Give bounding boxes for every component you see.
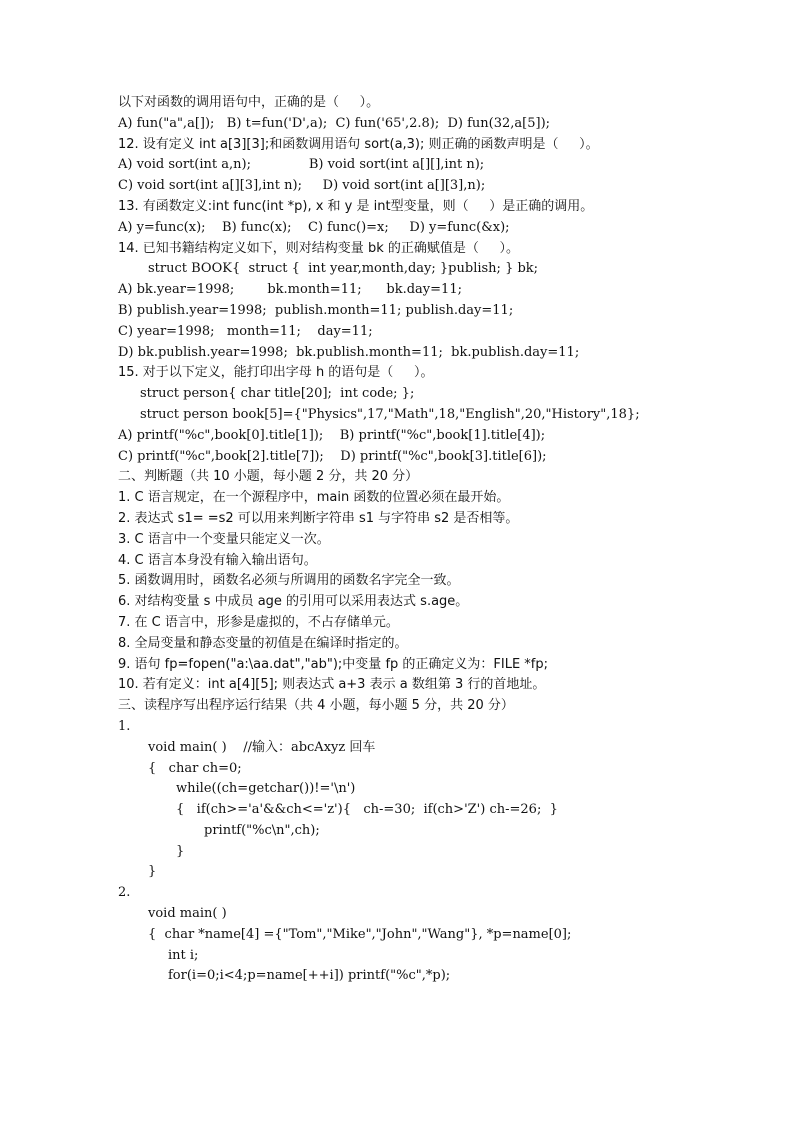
text-line: 1.	[118, 718, 131, 734]
text-line: 三、读程序写出程序运行结果（共 4 小题，每小题 5 分，共 20 分）	[118, 698, 514, 714]
text-line: struct BOOK{ struct { int year,month,day; }publish; } bk;	[148, 261, 539, 277]
text-line: void main( ) //输入：abcAxyz 回车	[148, 739, 376, 755]
text-line: 7. 在 C 语言中，形参是虚拟的，不占存储单元。	[118, 614, 399, 630]
text-line: for(i=0;i<4;p=name[++i]) printf("%c",*p);	[168, 968, 451, 984]
text-line: C) printf("%c",book[2].title[7]); D) printf("%c",book[3].title[6]);	[118, 448, 547, 464]
text-line: }	[148, 864, 157, 880]
text-line: 15. 对于以下定义，能打印出字母 h 的语句是（ ）。	[118, 365, 434, 381]
text-line: B) publish.year=1998; publish.month=11; publish.day=11;	[118, 302, 514, 318]
text-line: { if(ch>='a'&&ch<='z'){ ch-=30; if(ch>'Z') ch-=26; }	[176, 802, 558, 818]
text-line: 5. 函数调用时，函数名必须与所调用的函数名字完全一致。	[118, 573, 460, 589]
text-line: 8. 全局变量和静态变量的初值是在编译时指定的。	[118, 635, 408, 651]
text-line: 12. 设有定义 int a[3][3];和函数调用语句 sort(a,3); 则正确的函数声明是（ ）。	[118, 136, 599, 152]
text-line: 2.	[118, 885, 131, 901]
text-line: 4. C 语言本身没有输入输出语句。	[118, 552, 317, 568]
text-line: { char *name[4] ={"Tom","Mike","John","Wang"}, *p=name[0];	[148, 926, 572, 942]
text-line: 3. C 语言中一个变量只能定义一次。	[118, 531, 330, 547]
text-line: C) void sort(int a[][3],int n); D) void sort(int a[][3],n);	[118, 178, 486, 194]
text-line: 2. 表达式 s1= =s2 可以用来判断字符串 s1 与字符串 s2 是否相等。	[118, 510, 519, 526]
text-line: struct person{ char title[20]; int code; };	[140, 386, 415, 402]
text-line: A) printf("%c",book[0].title[1]); B) printf("%c",book[1].title[4]);	[118, 427, 546, 443]
text-line: struct person book[5]={"Physics",17,"Math",18,"English",20,"History",18};	[140, 406, 640, 422]
text-line: 13. 有函数定义:int func(int *p), x 和 y 是 int型变量，则（ ）是正确的调用。	[118, 198, 594, 214]
text-line: 9. 语句 fp=fopen("a:\aa.dat","ab");中变量 fp 的正确定义为：FILE *fp;	[118, 656, 549, 672]
text-line: }	[176, 843, 185, 859]
text-line: A) y=func(x); B) func(x); C) func()=x; D) y=func(&x);	[118, 219, 510, 235]
exam-page	[118, 93, 678, 987]
text-line: void main( )	[148, 906, 227, 922]
text-line: 以下对函数的调用语句中，正确的是（ ）。	[118, 95, 380, 110]
text-line: D) bk.publish.year=1998; bk.publish.month=11; bk.publish.day=11;	[118, 344, 580, 360]
text-line: int i;	[168, 947, 199, 963]
text-line: { char ch=0;	[148, 760, 242, 776]
text-line: A) bk.year=1998; bk.month=11; bk.day=11;	[118, 282, 462, 298]
text-line: 二、判断题（共 10 小题，每小题 2 分，共 20 分）	[118, 469, 419, 485]
text-line: 1. C 语言规定，在一个源程序中，main 函数的位置必须在最开始。	[118, 490, 510, 506]
text-line: 6. 对结构变量 s 中成员 age 的引用可以采用表达式 s.age。	[118, 594, 469, 610]
text-line: C) year=1998; month=11; day=11;	[118, 323, 373, 339]
text-line: 10. 若有定义：int a[4][5]; 则表达式 a+3 表示 a 数组第 3 行的首地址。	[118, 677, 546, 693]
text-line: A) void sort(int a,n); B) void sort(int a[][],int n);	[118, 157, 485, 173]
text-line: A) fun("a",a[]); B) t=fun('D',a); C) fun('65',2.8); D) fun(32,a[5]);	[118, 115, 551, 131]
text-line: 14. 已知书籍结构定义如下，则对结构变量 bk 的正确赋值是（ ）。	[118, 240, 520, 256]
text-line: while((ch=getchar())!='\n')	[176, 781, 356, 797]
text-line: printf("%c\n",ch);	[204, 822, 320, 838]
